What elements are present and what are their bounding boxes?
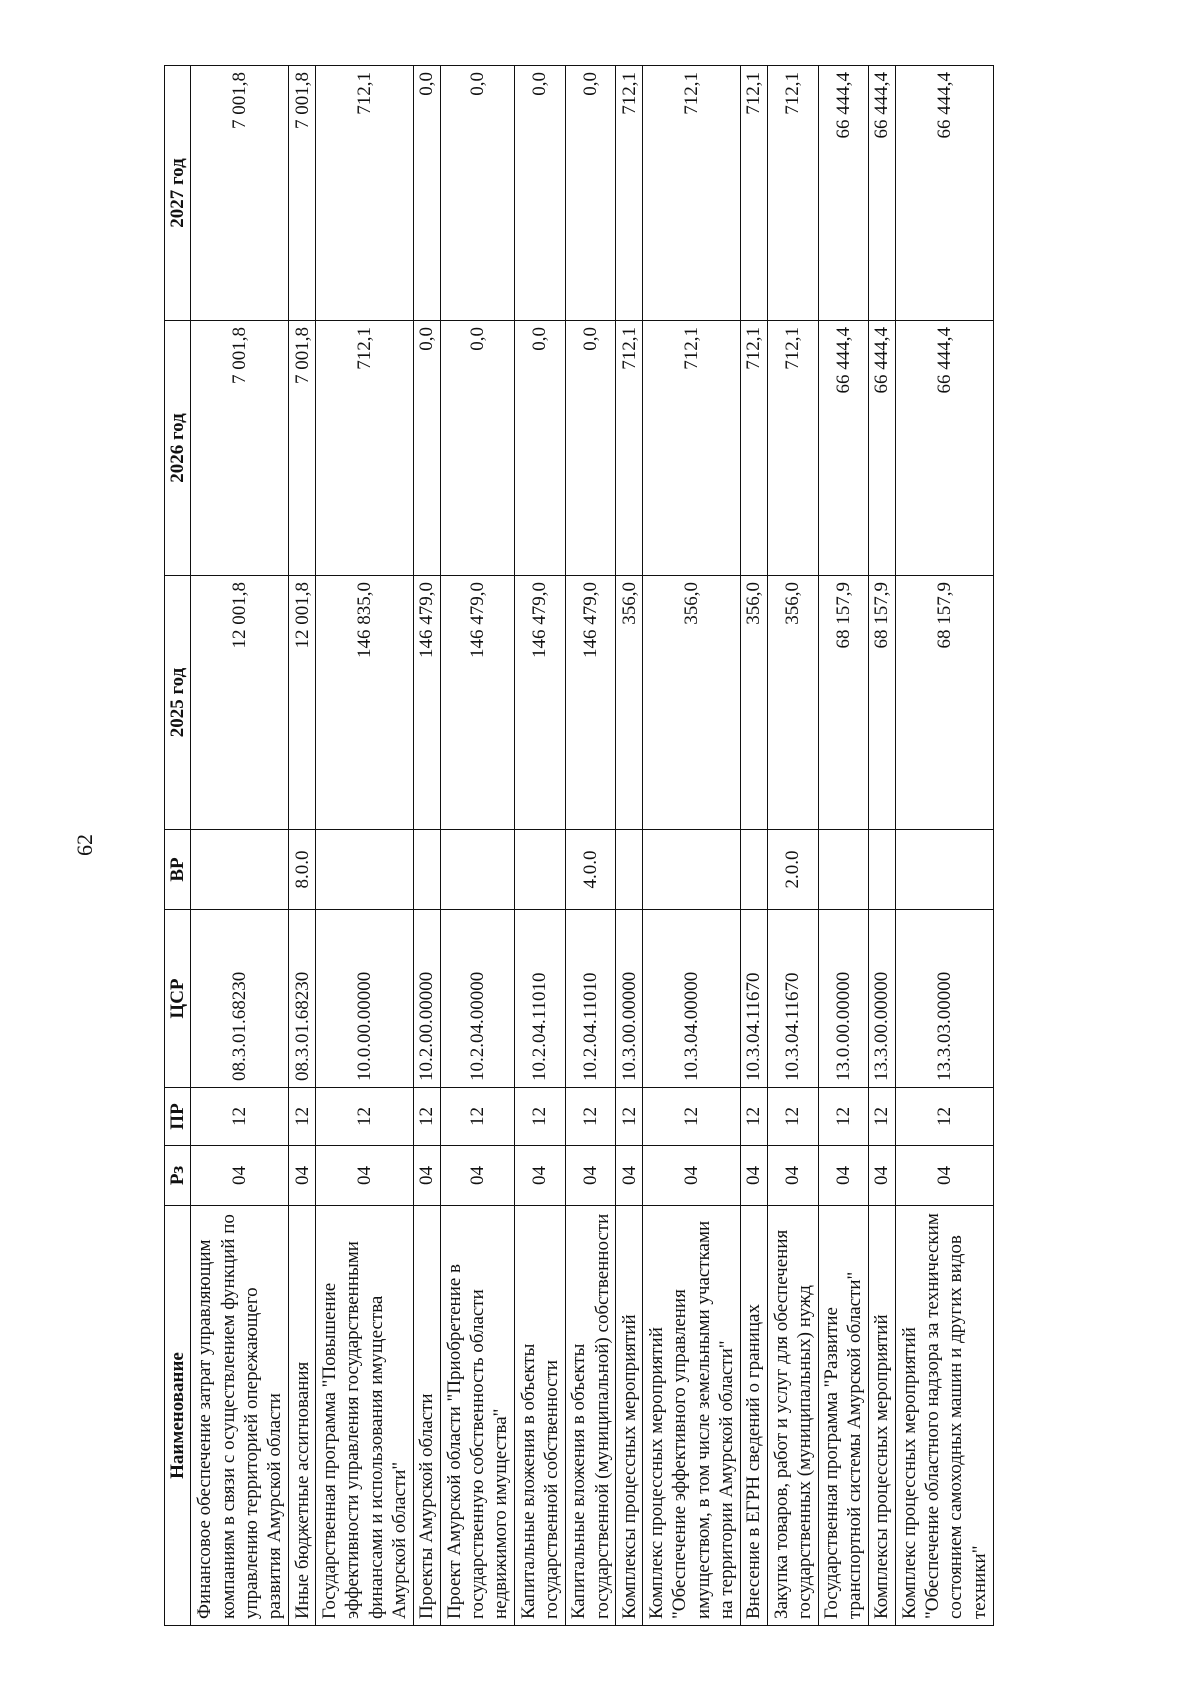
cell-2025: 146 835,0 [316, 576, 414, 830]
cell-2027: 66 444,4 [895, 66, 993, 321]
cell-2025: 68 157,9 [895, 576, 993, 830]
cell-2027: 0,0 [515, 66, 566, 321]
cell-2026: 712,1 [643, 321, 741, 576]
header-2026: 2026 год [165, 321, 191, 576]
cell-2026: 712,1 [616, 321, 643, 576]
cell-2027: 0,0 [414, 66, 441, 321]
cell-2027: 712,1 [616, 66, 643, 321]
table-row [515, 66, 566, 1626]
header-2027: 2027 год [165, 66, 191, 321]
table-row [414, 66, 441, 1626]
cell-csr: 10.2.04.00000 [440, 910, 514, 1088]
cell-name: Внесение в ЕГРН сведений о границах [741, 1206, 768, 1626]
cell-2025: 146 479,0 [440, 576, 514, 830]
table-row [818, 66, 869, 1626]
cell-rz: 04 [440, 1146, 514, 1206]
cell-2026: 0,0 [414, 321, 441, 576]
header-pr: ПР [165, 1088, 191, 1146]
cell-name: Иные бюджетные ассигнования [289, 1206, 316, 1626]
cell-2026: 0,0 [440, 321, 514, 576]
cell-2027: 66 444,4 [869, 66, 896, 321]
cell-pr: 12 [316, 1088, 414, 1146]
table-row [316, 66, 414, 1626]
cell-rz: 04 [289, 1146, 316, 1206]
cell-2026: 66 444,4 [869, 321, 896, 576]
cell-vr [440, 830, 514, 910]
cell-rz: 04 [895, 1146, 993, 1206]
table-row [741, 66, 768, 1626]
cell-pr: 12 [741, 1088, 768, 1146]
cell-name: Комплекс процессных мероприятий "Обеспечение областного надзора за техническим состоянием самоходных машин и других видов техники" [895, 1206, 993, 1626]
cell-rz: 04 [643, 1146, 741, 1206]
cell-2026: 712,1 [741, 321, 768, 576]
cell-2027: 712,1 [643, 66, 741, 321]
cell-2025: 356,0 [741, 576, 768, 830]
table-row [869, 66, 896, 1626]
cell-2026: 66 444,4 [895, 321, 993, 576]
cell-2027: 712,1 [316, 66, 414, 321]
cell-name: Капитальные вложения в объекты государственной собственности [515, 1206, 566, 1626]
cell-name: Комплекс процессных мероприятий "Обеспечение эффективного управления имуществом, в том числе земельными участками на территории Амурской области" [643, 1206, 741, 1626]
header-vr: ВР [165, 830, 191, 910]
cell-vr [869, 830, 896, 910]
cell-2026: 712,1 [316, 321, 414, 576]
cell-vr: 8.0.0 [289, 830, 316, 910]
header-csr: ЦСР [165, 910, 191, 1088]
cell-vr [818, 830, 869, 910]
cell-2025: 356,0 [616, 576, 643, 830]
header-2025: 2025 год [165, 576, 191, 830]
cell-vr [191, 830, 289, 910]
cell-2026: 0,0 [515, 321, 566, 576]
cell-pr: 12 [895, 1088, 993, 1146]
cell-2025: 68 157,9 [818, 576, 869, 830]
table-row [565, 66, 616, 1626]
table-row [289, 66, 316, 1626]
cell-vr [895, 830, 993, 910]
cell-csr: 10.3.00.00000 [616, 910, 643, 1088]
cell-rz: 04 [869, 1146, 896, 1206]
cell-2025: 12 001,8 [191, 576, 289, 830]
cell-pr: 12 [414, 1088, 441, 1146]
header-rz: Рз [165, 1146, 191, 1206]
header-name: Наименование [165, 1206, 191, 1626]
cell-rz: 04 [414, 1146, 441, 1206]
cell-name: Комплексы процессных мероприятий [616, 1206, 643, 1626]
cell-2026: 712,1 [767, 321, 818, 576]
page-number: 62 [72, 834, 97, 856]
cell-2027: 7 001,8 [191, 66, 289, 321]
cell-csr: 13.3.03.00000 [895, 910, 993, 1088]
cell-name: Закупка товаров, работ и услуг для обеспечения государственных (муниципальных) нужд [767, 1206, 818, 1626]
cell-pr: 12 [616, 1088, 643, 1146]
cell-rz: 04 [616, 1146, 643, 1206]
cell-2027: 0,0 [440, 66, 514, 321]
cell-2027: 66 444,4 [818, 66, 869, 321]
cell-rz: 04 [565, 1146, 616, 1206]
cell-vr [316, 830, 414, 910]
cell-vr [414, 830, 441, 910]
cell-2025: 356,0 [767, 576, 818, 830]
cell-pr: 12 [869, 1088, 896, 1146]
cell-name: Финансовое обеспечение затрат управляющим компаниям в связи с осуществлением функций по управлению территорией опережающего развития Амурской области [191, 1206, 289, 1626]
cell-rz: 04 [316, 1146, 414, 1206]
cell-csr: 08.3.01.68230 [191, 910, 289, 1088]
cell-2026: 7 001,8 [191, 321, 289, 576]
table-header-row [165, 66, 191, 1626]
cell-name: Проекты Амурской области [414, 1206, 441, 1626]
cell-pr: 12 [767, 1088, 818, 1146]
budget-table [164, 65, 994, 1626]
cell-name: Проект Амурской области "Приобретение в государственную собственность области недвижимого имущества" [440, 1206, 514, 1626]
cell-csr: 13.0.00.00000 [818, 910, 869, 1088]
cell-2026: 0,0 [565, 321, 616, 576]
cell-vr [643, 830, 741, 910]
cell-pr: 12 [191, 1088, 289, 1146]
cell-rz: 04 [515, 1146, 566, 1206]
cell-2025: 146 479,0 [565, 576, 616, 830]
cell-pr: 12 [289, 1088, 316, 1146]
cell-csr: 10.2.00.00000 [414, 910, 441, 1088]
table-row [191, 66, 289, 1626]
cell-name: Капитальные вложения в объекты государственной (муниципальной) собственности [565, 1206, 616, 1626]
cell-pr: 12 [818, 1088, 869, 1146]
cell-csr: 10.3.04.11670 [767, 910, 818, 1088]
rotated-table-container [164, 66, 994, 1626]
cell-2027: 712,1 [741, 66, 768, 321]
cell-vr: 4.0.0 [565, 830, 616, 910]
table-row [767, 66, 818, 1626]
cell-2025: 68 157,9 [869, 576, 896, 830]
cell-pr: 12 [565, 1088, 616, 1146]
cell-name: Государственная программа "Развитие транспортной системы Амурской области" [818, 1206, 869, 1626]
cell-rz: 04 [818, 1146, 869, 1206]
table-row [616, 66, 643, 1626]
cell-name: Государственная программа "Повышение эффективности управления государственными финансами и использования имущества Амурской области" [316, 1206, 414, 1626]
cell-csr: 08.3.01.68230 [289, 910, 316, 1088]
cell-csr: 10.2.04.11010 [565, 910, 616, 1088]
cell-csr: 10.3.04.00000 [643, 910, 741, 1088]
cell-2027: 0,0 [565, 66, 616, 321]
cell-vr [515, 830, 566, 910]
cell-rz: 04 [191, 1146, 289, 1206]
cell-vr [741, 830, 768, 910]
cell-2025: 146 479,0 [414, 576, 441, 830]
cell-rz: 04 [741, 1146, 768, 1206]
cell-vr: 2.0.0 [767, 830, 818, 910]
cell-csr: 10.0.00.00000 [316, 910, 414, 1088]
cell-pr: 12 [440, 1088, 514, 1146]
cell-2025: 356,0 [643, 576, 741, 830]
cell-pr: 12 [643, 1088, 741, 1146]
cell-2027: 7 001,8 [289, 66, 316, 321]
cell-2025: 146 479,0 [515, 576, 566, 830]
cell-pr: 12 [515, 1088, 566, 1146]
cell-csr: 10.2.04.11010 [515, 910, 566, 1088]
cell-rz: 04 [767, 1146, 818, 1206]
table-row [895, 66, 993, 1626]
cell-name: Комплексы процессных мероприятий [869, 1206, 896, 1626]
cell-2026: 66 444,4 [818, 321, 869, 576]
cell-csr: 10.3.04.11670 [741, 910, 768, 1088]
cell-csr: 13.3.00.00000 [869, 910, 896, 1088]
cell-vr [616, 830, 643, 910]
cell-2026: 7 001,8 [289, 321, 316, 576]
cell-2027: 712,1 [767, 66, 818, 321]
table-row [440, 66, 514, 1626]
table-row [643, 66, 741, 1626]
cell-2025: 12 001,8 [289, 576, 316, 830]
